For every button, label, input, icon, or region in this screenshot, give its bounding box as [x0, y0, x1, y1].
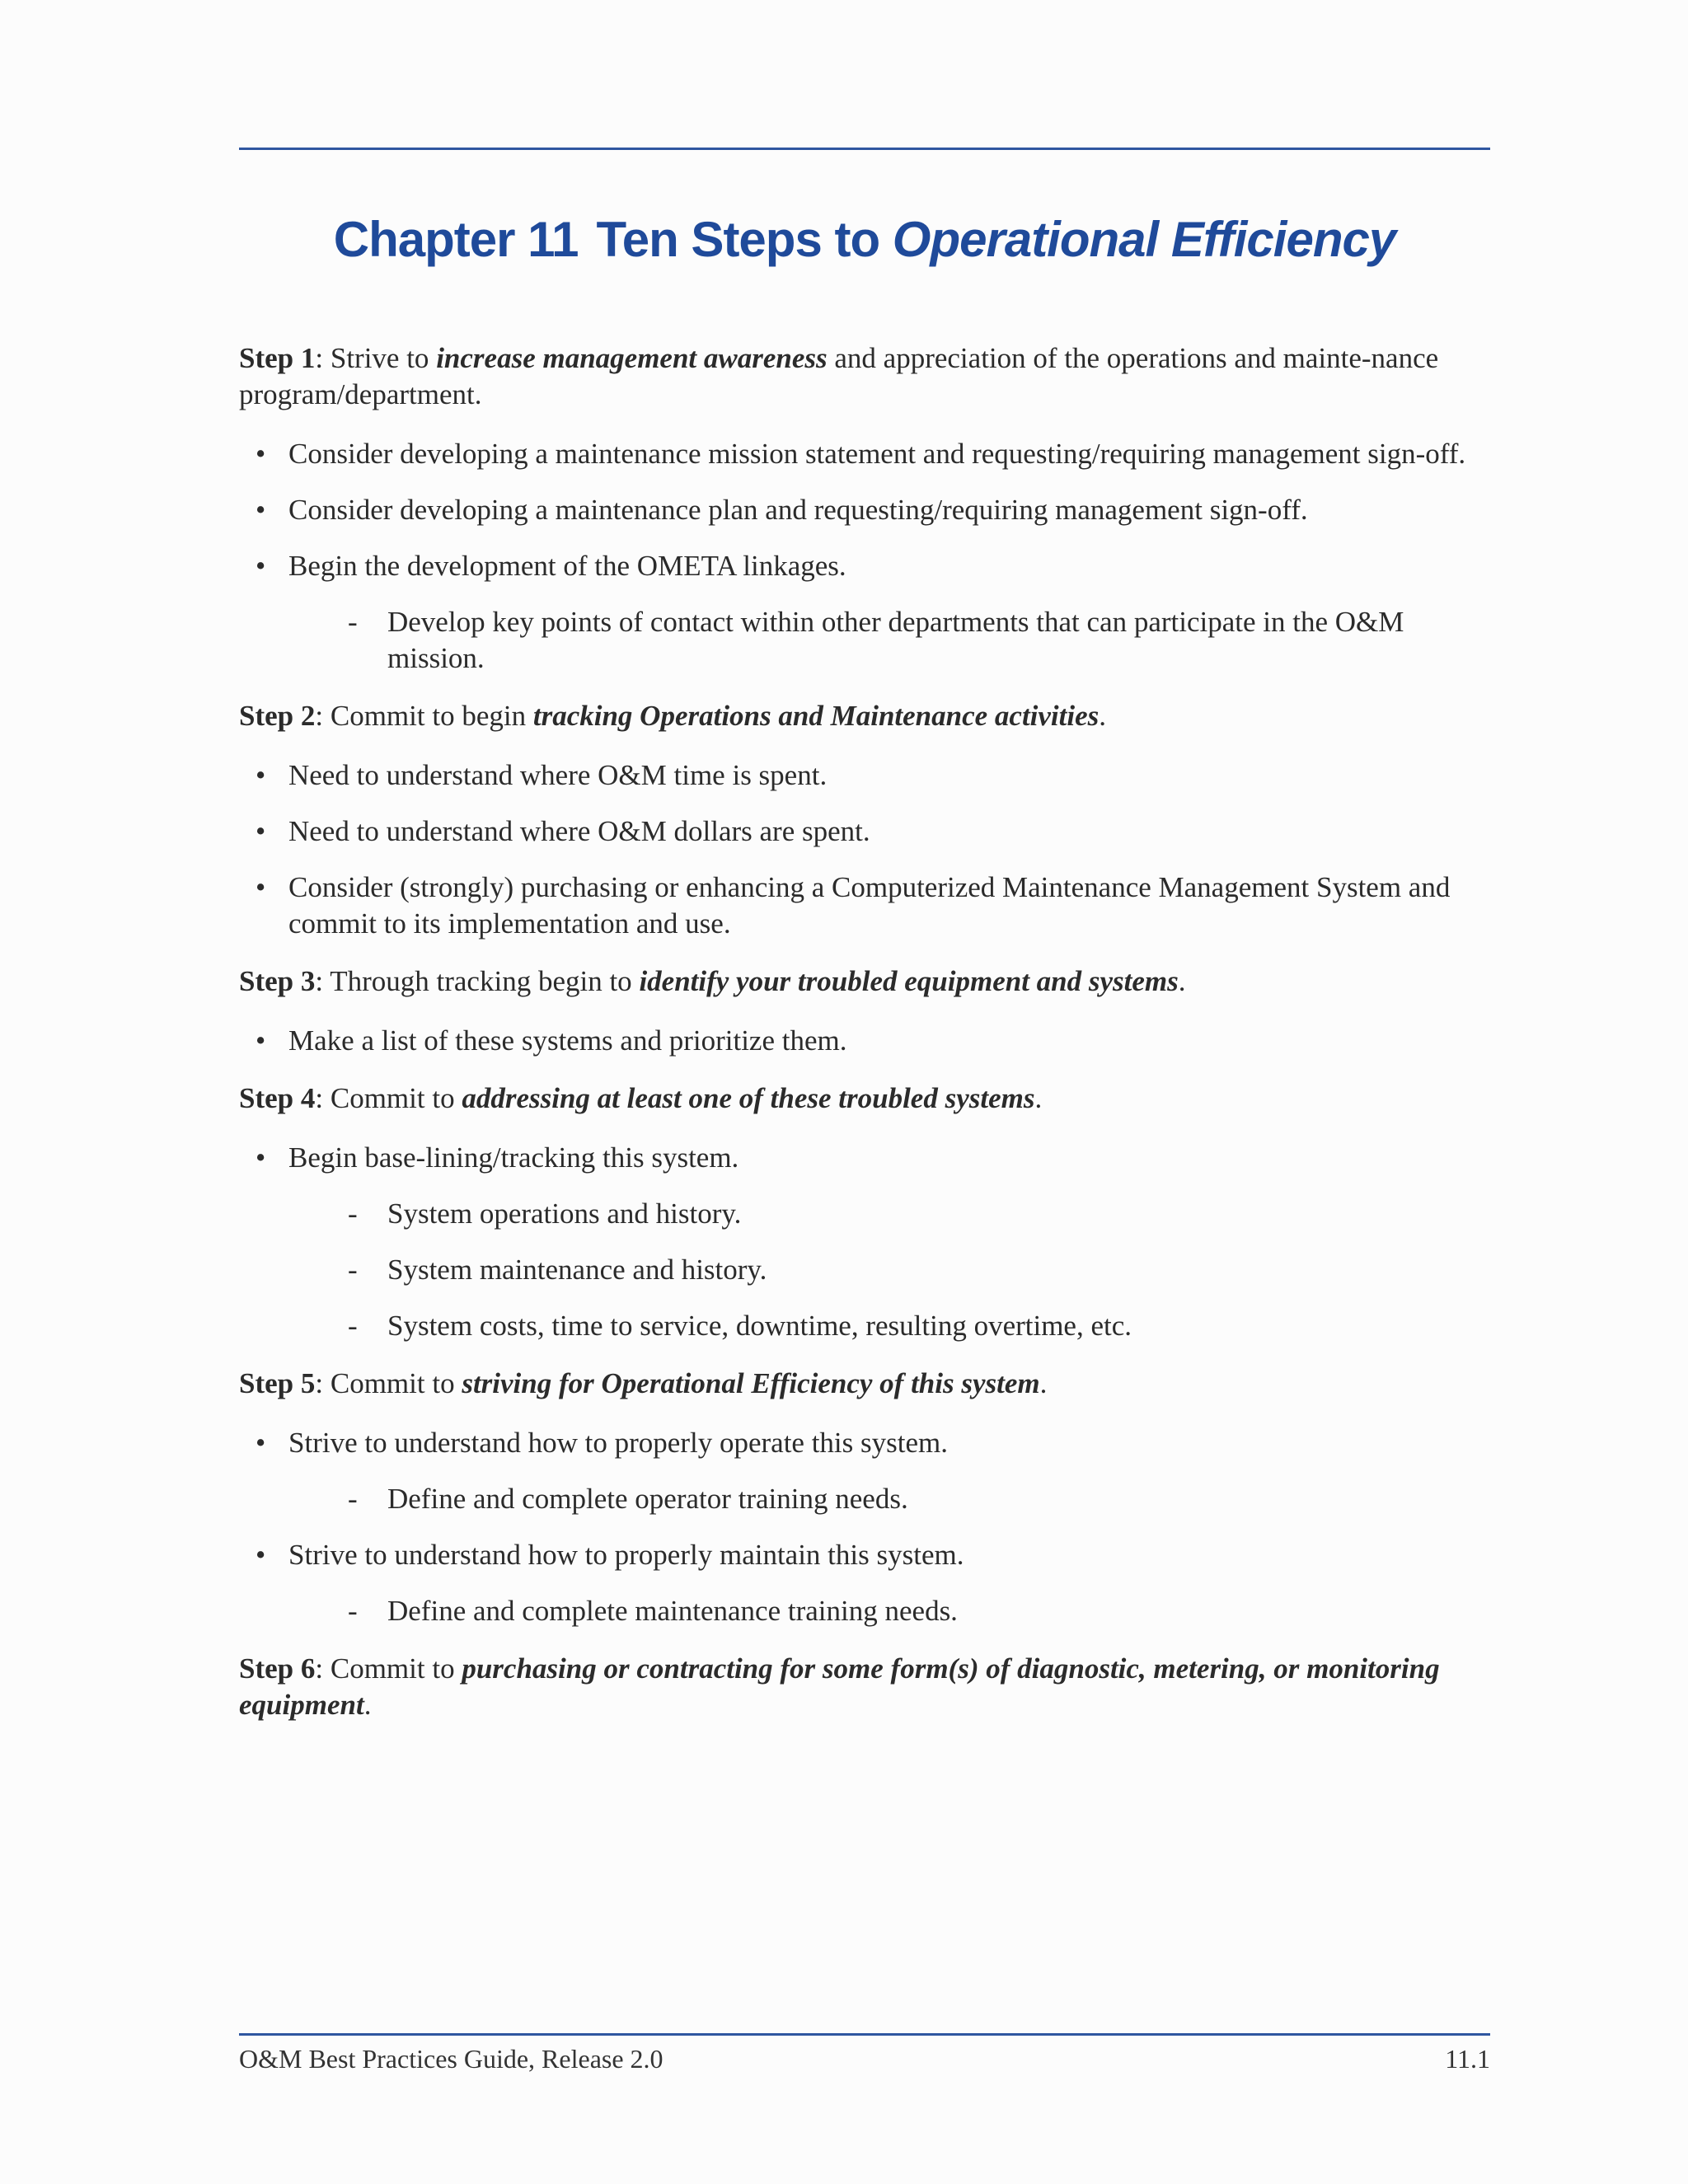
- bullet-icon: •: [256, 759, 266, 791]
- step-colon: :: [315, 700, 324, 732]
- step-tail-text: .: [1034, 1082, 1043, 1114]
- footer-rule: [239, 2033, 1490, 2036]
- bullet-item: [239, 1023, 1490, 1059]
- bullet-icon: •: [256, 815, 266, 847]
- sub-bullet-item: [288, 1593, 1490, 1629]
- bullet-item: [239, 1425, 1490, 1517]
- dash-icon: -: [348, 1595, 358, 1627]
- bullet-icon: •: [256, 871, 266, 903]
- step-colon: :: [315, 965, 324, 997]
- sub-bullet-text: Define and complete operator training needs.: [387, 1483, 908, 1515]
- bullet-item: [239, 869, 1490, 942]
- bullet-icon: •: [256, 1539, 266, 1571]
- header-rule: [239, 148, 1490, 150]
- sub-bullet-item: [288, 1252, 1490, 1288]
- step-label: Step 1: [239, 342, 316, 374]
- step-heading: [239, 1366, 1490, 1402]
- bullet-text: Need to understand where O&M dollars are spent.: [288, 815, 870, 847]
- bullet-list: [239, 1425, 1490, 1629]
- dash-icon: -: [348, 1483, 358, 1515]
- bullet-item: [239, 548, 1490, 677]
- step-emphasis: purchasing or contracting for some form(s) of diagnostic, metering, or monitoring equipment: [239, 1652, 1440, 1721]
- step-emphasis: identify your troubled equipment and systems: [639, 965, 1179, 997]
- footer-page-number: 11.1: [1445, 2044, 1490, 2074]
- bullet-item: [239, 757, 1490, 794]
- sub-bullet-text: Develop key points of contact within other departments that can participate in the O&M mission.: [387, 606, 1404, 674]
- bullet-list: [239, 436, 1490, 677]
- dash-icon: -: [348, 606, 358, 638]
- step-emphasis: increase management awareness: [436, 342, 828, 374]
- sub-bullet-text: System costs, time to service, downtime, resulting overtime, etc.: [387, 1310, 1132, 1342]
- step-colon: :: [315, 1082, 324, 1114]
- footer-document-title: O&M Best Practices Guide, Release 2.0: [239, 2044, 663, 2074]
- sub-bullet-list: [288, 1196, 1490, 1344]
- bullet-text: Consider (strongly) purchasing or enhancing a Computerized Maintenance Management System and commit to its implementation and use.: [288, 871, 1451, 940]
- bullet-icon: •: [256, 438, 266, 470]
- bullet-text: Strive to understand how to properly operate this system.: [288, 1427, 948, 1459]
- bullet-list: [239, 1023, 1490, 1059]
- sub-bullet-text: System operations and history.: [387, 1197, 742, 1230]
- bullet-item: [239, 1537, 1490, 1629]
- step-label: Step 5: [239, 1367, 316, 1399]
- bullet-text: Need to understand where O&M time is spent.: [288, 759, 828, 791]
- bullet-list: [239, 757, 1490, 942]
- bullet-list: [239, 1140, 1490, 1344]
- step-label: Step 3: [239, 965, 316, 997]
- step-colon: :: [315, 1652, 324, 1685]
- step-colon: :: [315, 1367, 324, 1399]
- step-lead-text: Commit to: [330, 1082, 462, 1114]
- step-tail-text: .: [363, 1689, 372, 1721]
- dash-icon: -: [348, 1310, 358, 1342]
- chapter-body: [239, 340, 1490, 1746]
- bullet-icon: •: [256, 550, 266, 582]
- sub-bullet-item: [288, 1196, 1490, 1232]
- step-heading: [239, 1080, 1490, 1117]
- bullet-text: Consider developing a maintenance mission statement and requesting/requiring management sign-off.: [288, 438, 1466, 470]
- bullet-text: Consider developing a maintenance plan and requesting/requiring management sign-off.: [288, 494, 1308, 526]
- step-heading: [239, 698, 1490, 734]
- chapter-title-italic: Operational Efficiency: [892, 212, 1396, 267]
- bullet-text: Strive to understand how to properly maintain this system.: [288, 1539, 964, 1571]
- bullet-icon: •: [256, 1141, 266, 1174]
- step-label: Step 4: [239, 1082, 316, 1114]
- step-lead-text: Commit to: [330, 1367, 462, 1399]
- step-tail-text: .: [1178, 965, 1186, 997]
- step-lead-text: Strive to: [330, 342, 437, 374]
- step-heading: [239, 1651, 1490, 1723]
- step-lead-text: Commit to begin: [330, 700, 533, 732]
- sub-bullet-list: [288, 604, 1490, 677]
- sub-bullet-text: Define and complete maintenance training needs.: [387, 1595, 958, 1627]
- chapter-title: [239, 213, 1490, 267]
- step-heading: [239, 340, 1490, 413]
- step-emphasis: tracking Operations and Maintenance activities: [532, 700, 1100, 732]
- bullet-item: [239, 813, 1490, 850]
- sub-bullet-list: [288, 1593, 1490, 1629]
- bullet-icon: •: [256, 494, 266, 526]
- step-tail-text: .: [1099, 700, 1107, 732]
- step-lead-text: Through tracking begin to: [330, 965, 640, 997]
- dash-icon: -: [348, 1197, 358, 1230]
- bullet-text: Make a list of these systems and prioritize them.: [288, 1024, 847, 1057]
- bullet-icon: •: [256, 1024, 266, 1057]
- bullet-text: Begin base-lining/tracking this system.: [288, 1141, 739, 1174]
- bullet-text: Begin the development of the OMETA linkages.: [288, 550, 846, 582]
- sub-bullet-item: [288, 1481, 1490, 1517]
- step-emphasis: striving for Operational Efficiency of this system: [462, 1367, 1040, 1399]
- dash-icon: -: [348, 1254, 358, 1286]
- chapter-title-plain: Ten Steps to: [596, 212, 893, 267]
- bullet-item: [239, 1140, 1490, 1344]
- sub-bullet-item: [288, 1308, 1490, 1344]
- step-heading: [239, 963, 1490, 1000]
- bullet-item: [239, 492, 1490, 528]
- sub-bullet-list: [288, 1481, 1490, 1517]
- step-lead-text: Commit to: [330, 1652, 462, 1685]
- bullet-item: [239, 436, 1490, 472]
- step-tail-text: and appreciation of the operations and mainte-nance program/department.: [239, 342, 1439, 410]
- step-label: Step 2: [239, 700, 316, 732]
- step-label: Step 6: [239, 1652, 316, 1685]
- step-tail-text: .: [1039, 1367, 1048, 1399]
- chapter-prefix: Chapter 11: [333, 212, 579, 267]
- step-emphasis: addressing at least one of these troubled systems: [462, 1082, 1035, 1114]
- sub-bullet-item: [288, 604, 1490, 677]
- step-colon: :: [315, 342, 324, 374]
- sub-bullet-text: System maintenance and history.: [387, 1254, 767, 1286]
- bullet-icon: •: [256, 1427, 266, 1459]
